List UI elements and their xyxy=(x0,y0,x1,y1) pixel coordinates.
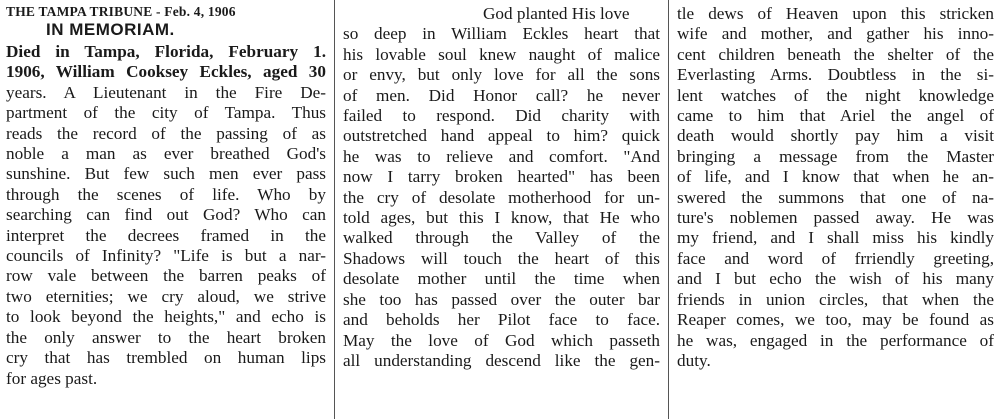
text-line: partment of the city of Tampa. Thus xyxy=(6,103,326,123)
text-line: searching can find out God? Who can xyxy=(6,205,326,225)
text-line: so deep in William Eckles heart that xyxy=(343,24,660,44)
text-line: of life, and I know that when he an- xyxy=(677,167,994,187)
text-line: and I but echo the wish of his many xyxy=(677,269,994,289)
text-line: wife and mother, and gather his inno- xyxy=(677,24,994,44)
text-line: cry that has trembled on human lips xyxy=(6,348,326,368)
text-line: sunshine. But few such men ever pass xyxy=(6,164,326,184)
text-line: friends in union circles, that when the xyxy=(677,289,994,309)
text-line: all understanding descend like the gen- xyxy=(343,350,660,370)
text-line: Everlasting Arms. Doubtless in the si- xyxy=(677,65,994,85)
text-line: his lovable soul knew naught of malice xyxy=(343,44,660,64)
column-2 xyxy=(334,0,668,419)
column-1 xyxy=(0,0,334,419)
text-line: outstretched hand appeal to him? quick xyxy=(343,126,660,146)
text-line: Died in Tampa, Florida, February 1. xyxy=(6,42,326,61)
text-line: of men. Did Honor call? he never xyxy=(343,85,660,105)
text-line: the cry of desolate motherhood for un- xyxy=(343,187,660,207)
text-line: failed to respond. Did charity with xyxy=(343,106,660,126)
column-3 xyxy=(668,0,1000,419)
text-line: he was, engaged in the performance of xyxy=(677,330,994,350)
text-line: and beholds her Pilot face to face. xyxy=(343,310,660,330)
masthead: THE TAMPA TRIBUNE - Feb. 4, 1906 xyxy=(6,4,236,19)
text-line: came to him that Ariel the angel of xyxy=(677,106,994,126)
text-line: for ages past. xyxy=(6,368,98,388)
text-line: to look beyond the heights," and echo is xyxy=(6,307,326,327)
text-line: lent watches of the night knowledge xyxy=(677,85,994,105)
text-line: God planted His love xyxy=(483,4,630,23)
text-line: my friend, and I shall miss his kindly xyxy=(677,228,994,248)
text-line: desolate mother until the time when xyxy=(343,269,660,289)
text-line: walked through the Valley of the xyxy=(343,228,660,248)
text-line: row vale between the barren peaks of xyxy=(6,266,326,286)
text-line: reads the record of the passing of as xyxy=(6,123,326,143)
text-line: through the scenes of life. Who by xyxy=(6,184,326,204)
text-line: the only answer to the heart broken xyxy=(6,327,326,347)
text-line: face and word of frriendly greeting, xyxy=(677,248,994,268)
text-line: or envy, but only love for all the sons xyxy=(343,65,660,85)
text-line: years. A Lieutenant in the Fire De- xyxy=(6,82,326,102)
text-line: May the love of God which passeth xyxy=(343,330,660,350)
text-line: swered the summons that one of na- xyxy=(677,187,994,207)
text-line: cent children beneath the shelter of the xyxy=(677,44,994,64)
text-line: tle dews of Heaven upon this stricken xyxy=(677,4,994,23)
text-line: noble a man as ever breathed God's xyxy=(6,144,326,164)
text-line: he was to relieve and comfort. "And xyxy=(343,146,660,166)
text-line: death would shortly pay him a visit xyxy=(677,126,994,146)
text-line: duty. xyxy=(677,350,711,370)
text-line: councils of Infinity? "Life is but a nar- xyxy=(6,246,326,266)
text-line: Reaper comes, we too, may be found as xyxy=(677,310,994,330)
text-line: she too has passed over the outer bar xyxy=(343,289,660,309)
headline: IN MEMORIAM. xyxy=(46,20,175,39)
text-line: told ages, but this I know, that He who xyxy=(343,208,660,228)
text-line: 1906, William Cooksey Eckles, aged 30 xyxy=(6,62,326,82)
text-line: now I tarry broken hearted" has been xyxy=(343,167,660,187)
text-line: interpret the decrees framed in the xyxy=(6,225,326,245)
text-line: ture's noblemen passed away. He was xyxy=(677,208,994,228)
text-line: two eternities; we cry aloud, we strive xyxy=(6,286,326,306)
text-line: bringing a message from the Master xyxy=(677,146,994,166)
text-line: Shadows will touch the heart of this xyxy=(343,248,660,268)
